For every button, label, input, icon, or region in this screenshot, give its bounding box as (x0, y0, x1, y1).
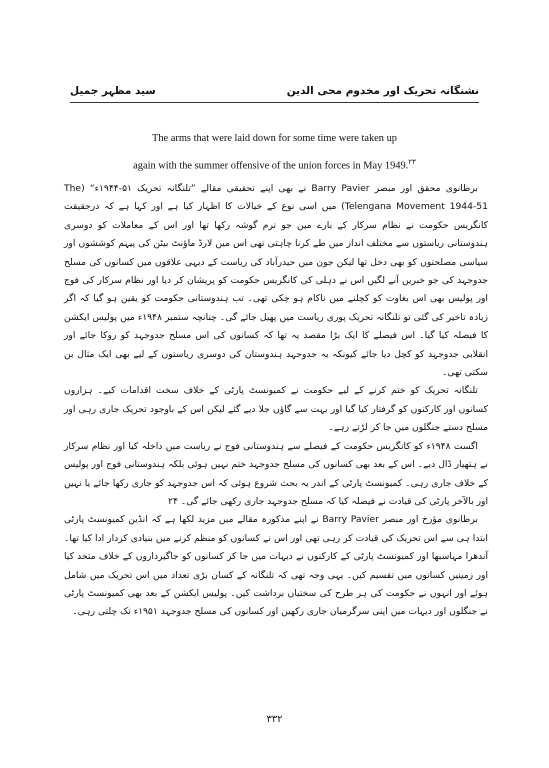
page-number: ۳۳۲ (266, 714, 283, 725)
paragraph-1: برطانوی محقق اور مبصر Barry Pavier نے بھی اپنے تحقیقی مقالے ”تلنگانہ تحریک ۵۱-۱۹۴۴ء“ (The Telengana Movement 1944-51) میں اسی نوع کے خیالات کا اظہار کیا ہے اور کہا ہے کہ درحقیقت کانگریس حکومت نے نظام سرکار کے بارے میں جو نرم گوشہ رکھا تھا اور اس کے معاملات کو دوسری ہندوستانی ریاستوں سے مختلف انداز میں طے کرنا چاہتی تھی اس میں لارڈ ماؤنٹ بیٹن کی پیہم کوششوں اور سیاسی مصلحتوں کو بھی دخل تھا لیکن جون میں حیدرآباد کی ریاست کے دیہی علاقوں میں کسانوں کی مسلح جدوجہد کی جو خبریں آنے لگیں اس نے دہلی کی کانگریس حکومت کو پریشان کر دیا اور نظام سرکار کی فوج اور پولیس بھی اس بغاوت کو کچلنے میں ناکام ہو چکی تھی۔ تب ہندوستانی حکومت کو یقین ہو گیا کہ اگر زیادہ تاخیر کی گئی تو تلنگانہ تحریک پوری ریاست میں پھیل جائے گی۔ چنانچہ ستمبر ۱۹۴۸ء میں پولیس ایکشن کا فیصلہ کیا گیا۔ اس فیصلے کا ایک بڑا مقصد یہ تھا کہ کسانوں کی اس مسلح جدوجہد کو روکا جائے اور انقلابی جدوجہد کو کچل دیا جائے کیونکہ یہ جدوجہد ہندوستان کی دوسری ریاستوں کے لیے بھی ایک مثال بن سکتی تھی۔ (64, 183, 488, 379)
running-header (70, 82, 479, 100)
header-title: نشنگانہ تحریک اور مخدوم محی الدین (286, 85, 479, 97)
paragraph-4: برطانوی مؤرخ اور مبصر Barry Pavier نے اپنے مذکورہ مقالے میں مزید لکھا ہے کہ انڈین کمیونسٹ پارٹی ابتدا ہی سے اس تحریک کی قیادت کر رہی تھی اور اس نے کسانوں کو منظم کرنے میں بنیادی کردار ادا کیا تھا۔ آندھرا مہاسبھا اور کمیونسٹ پارٹی کے کارکنوں نے دیہات میں جا کر کسانوں کو جاگیرداروں کے خلاف متحد کیا اور زمینیں کسانوں میں تقسیم کیں۔ یہی وجہ تھی کہ تلنگانہ کے کسان بڑی تعداد میں اس تحریک میں شامل ہوئے اور انہوں نے حکومت کی ہر طرح کی سختیاں برداشت کیں۔ پولیس ایکشن کے بعد بھی کمیونسٹ پارٹی نے جنگلوں اور دیہات میں اپنی سرگرمیاں جاری رکھیں اور کسانوں کی مسلح جدوجہد ۱۹۵۱ء تک چلتی رہی۔ (64, 514, 488, 618)
paragraph-2: تلنگانہ تحریک کو ختم کرنے کے لیے حکومت نے کمیونسٹ پارٹی کے خلاف سخت اقدامات کیے۔ ہزاروں کسانوں اور کارکنوں کو گرفتار کیا گیا اور بہت سے گاؤں جلا دیے گئے لیکن اس کے باوجود تحریک جاری رہی اور مسلح دستے جنگلوں میں جا کر لڑتے رہے۔ (64, 385, 488, 434)
english-quote-line-2: again with the summer offensive of the union forces in May 1949.۲۳ (133, 158, 416, 172)
urdu-body-text (64, 180, 488, 622)
quote-footnote-ref: ۲۳ (408, 158, 416, 166)
header-rule (70, 102, 479, 103)
english-quote-line-1: The arms that were laid down for some time were taken up (152, 133, 397, 144)
paragraph-3: اگست ۱۹۴۸ء کو کانگریس حکومت کے فیصلے سے ہندوستانی فوج نے ریاست میں داخلہ کیا اور نظام سرکار نے ہتھیار ڈال دیے۔ اس کے بعد بھی کسانوں کی مسلح جدوجہد ختم نہیں ہوئی بلکہ ہندوستانی فوج اور پولیس کے خلاف جاری رہی۔ کمیونسٹ پارٹی کے اندر یہ بحث شروع ہوئی کہ اس جدوجہد کو جاری رکھا جائے یا نہیں اور بالآخر پارٹی کی قیادت نے فیصلہ کیا کہ مسلح جدوجہد جاری رکھی جائے گی۔ ۲۴ (64, 440, 488, 507)
header-author: سید مظہر جمیل (70, 85, 156, 97)
